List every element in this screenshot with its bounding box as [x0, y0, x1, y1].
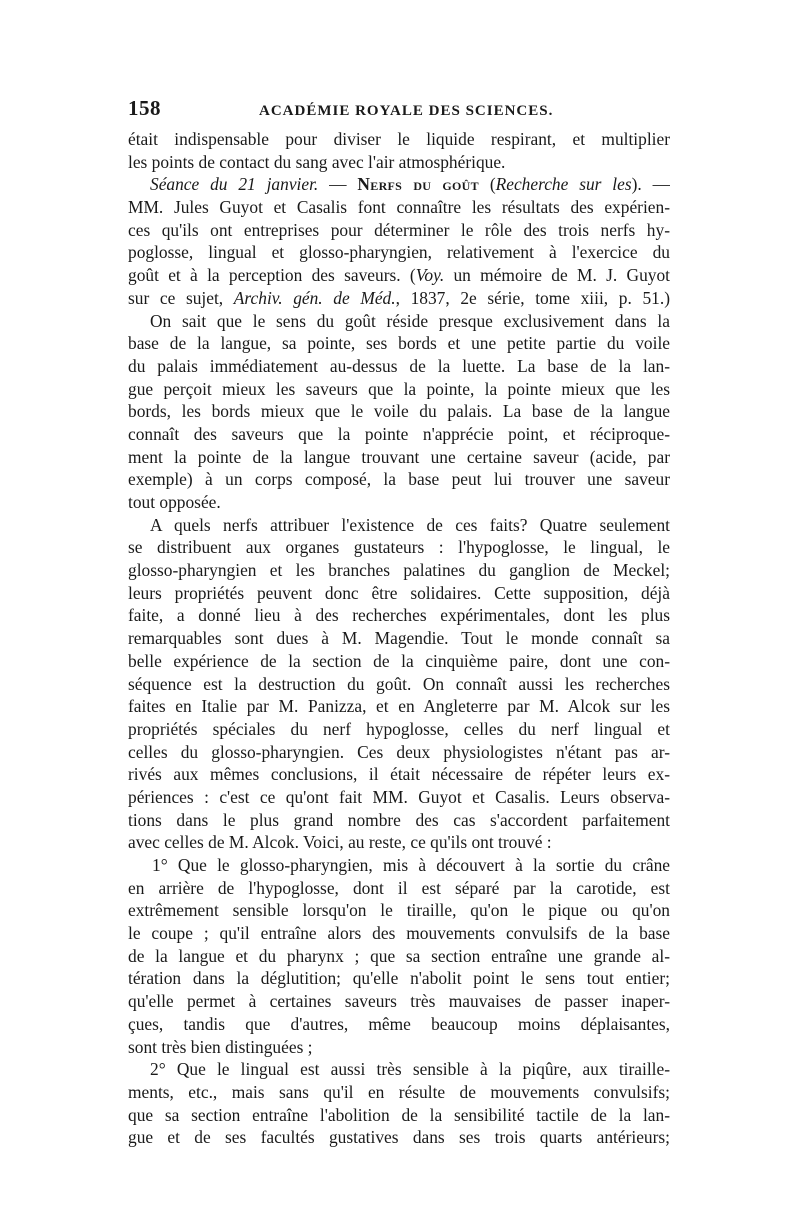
text-line: MM. Jules Guyot et Casalis font connaître les résultats des expérien-: [128, 197, 670, 218]
text-line: connaît des saveurs que la pointe n'apprécie point, et réciproque-: [128, 423, 670, 444]
text-line: faites en Italie par M. Panizza, et en Angleterre par M. Alcok sur les: [128, 696, 670, 717]
text-line: du palais immédiatement au-dessus de la luette. La base de la lan-: [128, 355, 670, 376]
text-line: tout opposée.: [128, 492, 221, 512]
paragraph-start: On sait que le sens du goût réside presque exclusivement dans la: [150, 310, 670, 331]
text-line: tions dans le plus grand nombre des cas s'accordent parfaitement: [128, 809, 670, 830]
paragraph-start: 2° Que le lingual est aussi très sensible à la piqûre, aux tiraille-: [150, 1059, 670, 1080]
text-line: gue perçoit mieux les saveurs que la pointe, la pointe mieux que les: [128, 378, 670, 399]
text-line: les points de contact du sang avec l'air atmosphérique.: [128, 151, 506, 172]
text-line: avec celles de M. Alcok. Voici, au reste, ce qu'ils ont trouvé :: [128, 832, 552, 853]
text-line: de la langue et du pharynx ; que sa section entraîne une grande al-: [128, 945, 670, 966]
text-line: exemple) à un corps composé, la base peut lui trouver une saveur: [128, 469, 670, 490]
session-date: Séance du 21 janvier.: [150, 174, 319, 195]
text-line: sur ce sujet, Archiv. gén. de Méd., 1837, 2e série, tome xiii, p. 51.): [128, 287, 670, 308]
paragraph-start: A quels nerfs attribuer l'existence de ces faits? Quatre seulement: [150, 514, 670, 535]
section-heading-line: Séance du 21 janvier. — Nerfs du goût (Recherche sur les). —: [150, 174, 670, 195]
reference-voy: Voy.: [415, 265, 445, 286]
text-line: séquence est la destruction du goût. On connaît aussi les recherches: [128, 673, 670, 694]
text-line: se distribuent aux organes gustateurs : l'hypoglosse, le lingual, le: [128, 537, 670, 558]
text-line: base de la langue, sa pointe, ses bords et une petite partie du voile: [128, 333, 670, 354]
text-line: faite, a donné lieu à des recherches expérimentales, dont les plus: [128, 605, 670, 626]
text-line: extrêmement sensible lorsqu'on le tiraille, qu'on le pique ou qu'on: [128, 900, 670, 921]
text-line: remarquables sont dues à M. Magendie. Tout le monde connaît sa: [128, 628, 670, 649]
text-line: rivés aux mêmes conclusions, il était nécessaire de répéter leurs ex-: [128, 764, 670, 785]
text-line: çues, tandis que d'autres, même beaucoup moins déplaisantes,: [128, 1013, 670, 1034]
section-subtitle: Recherche sur les: [495, 174, 632, 195]
text-line: propriétés spéciales du nerf hypoglosse, celles du nerf lingual et: [128, 718, 670, 739]
reference-journal: Archiv. gén. de Méd.: [233, 287, 396, 308]
text-line: belle expérience de la section de la cinquième paire, dont une con-: [128, 650, 670, 671]
running-head: ACADÉMIE ROYALE DES SCIENCES.: [259, 103, 554, 119]
section-title: Nerfs du goût: [357, 174, 479, 195]
text-line: poglosse, lingual et glosso-pharyngien, relativement à l'exercice du: [128, 242, 670, 263]
text-line: leurs propriétés peuvent donc être solidaires. Cette supposition, déjà: [128, 582, 670, 603]
text-line: glosso-pharyngien et les branches palatines du ganglion de Meckel;: [128, 560, 670, 581]
text-line: le coupe ; qu'il entraîne alors des mouvements convulsifs de la base: [128, 923, 670, 944]
text-line: était indispensable pour diviser le liquide respirant, et multiplier: [128, 129, 670, 149]
page-number: 158: [128, 96, 161, 120]
text-line: ces qu'ils ont entreprises pour déterminer le rôle des trois nerfs hy-: [128, 219, 670, 240]
text-line: bords, les bords mieux que le voile du palais. La base de la langue: [128, 401, 670, 422]
text-line: en arrière de l'hypoglosse, dont il est séparé par la carotide, est: [128, 877, 670, 898]
text-line: tération dans la déglutition; qu'elle n'abolit point le sens tout entier;: [128, 968, 670, 989]
text-line: qu'elle permet à certaines saveurs très mauvaises de passer inaper-: [128, 991, 670, 1012]
text-line: périences : c'est ce qu'ont fait MM. Guyot et Casalis. Leurs observa-: [128, 786, 670, 807]
body-text: [128, 128, 670, 1149]
text-line: gue et de ses facultés gustatives dans ses trois quarts antérieurs;: [128, 1127, 670, 1148]
text-line: ment la pointe de la langue trouvant une certaine saveur (acide, par: [128, 446, 670, 467]
text-line: ments, etc., mais sans qu'il en résulte de mouvements convulsifs;: [128, 1081, 670, 1102]
text-line: celles du glosso-pharyngien. Ces deux physiologistes n'étant pas ar-: [128, 741, 670, 762]
page-header: [128, 96, 668, 122]
paragraph-start: 1° Que le glosso-pharyngien, mis à découvert à la sortie du crâne: [152, 855, 670, 875]
text-line: que sa section entraîne l'abolition de la sensibilité tactile de la lan-: [128, 1104, 670, 1125]
text-line: sont très bien distinguées ;: [128, 1036, 313, 1057]
text-line: goût et à la perception des saveurs. (Voy. un mémoire de M. J. Guyot: [128, 265, 670, 286]
